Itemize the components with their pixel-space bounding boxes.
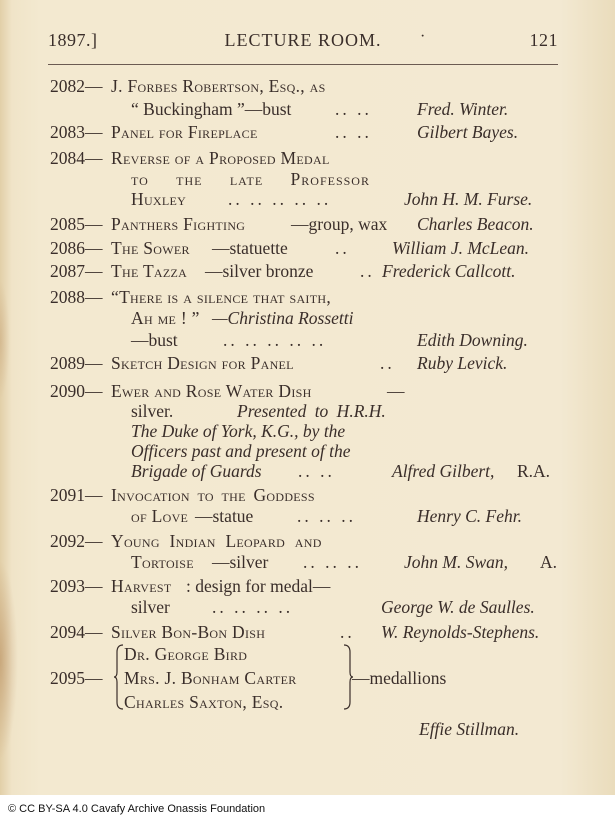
entry-2094 [0,621,615,643]
entry-title-cont: of Love [131,506,189,526]
entry-2085 [0,213,615,235]
entry-title: Young Indian Leopard and [111,531,322,551]
entry-medium: — [387,381,405,401]
entry-name: Dr. George Bird [124,644,248,664]
entry-2084-cont2 [0,188,615,210]
entry-artist: Edith Downing. [417,330,528,350]
entry-2095 [0,667,615,689]
entry-2084-cont [0,168,615,190]
entry-title: The Sower [111,238,190,258]
entry-note: Officers past and present of the [131,441,351,461]
entry-artist: Henry C. Fehr. [417,506,522,526]
entry-2093-cont [0,596,615,618]
leader-dots: .. .. [298,461,335,481]
entry-title: “There is a silence that saith, [111,287,331,307]
entry-number: 2094— [50,622,103,642]
entry-artist: Alfred Gilbert, [392,461,495,481]
entry-title: Ewer and Rose Water Dish [111,381,312,401]
entry-title: Panthers Fighting [111,214,246,234]
entry-2087 [0,260,615,282]
entry-number: 2082— [50,76,103,96]
entry-artist: Frederick Callcott. [382,261,516,281]
header-year: 1897.] [48,30,98,50]
entry-2092-cont [0,551,615,573]
left-brace [114,644,124,710]
entry-2088-cont2 [0,329,615,351]
entry-2082-cont [0,98,615,120]
leader-dots: .. .. .. .. .. [228,189,332,209]
entry-2088 [0,286,615,308]
entry-title-cont: Ah me ! ” [131,308,200,328]
entry-2095-artist [0,718,615,740]
entry-2090 [0,380,615,402]
entry-title: Panel for Fireplace [111,122,258,142]
leader-dots: .. .. [335,122,372,142]
entry-2086 [0,237,615,259]
entry-2095-name-1 [0,643,615,665]
entry-medium-cont: silver. [131,401,174,421]
entry-note: Presented to H.R.H. [237,401,386,421]
entry-artist-suffix: R.A. [517,461,551,481]
entry-number: 2090— [50,381,103,401]
leader-dots: .. [340,622,355,642]
entry-number: 2087— [50,261,103,281]
leader-dots: .. .. [335,99,372,119]
entry-2091-cont [0,505,615,527]
entry-2082 [0,75,615,97]
entry-medium: —statuette [212,238,288,258]
entry-medium: —medallions [352,668,447,688]
entry-note: Brigade of Guards [131,461,262,481]
entry-2091 [0,484,615,506]
entry-artist: John H. M. Furse. [404,189,533,209]
entry-medium-cont: silver [131,597,170,617]
entry-title-cont: Tortoise [131,552,194,572]
entry-title: The Tazza [111,261,188,281]
entry-2092 [0,530,615,552]
entry-2088-cont [0,307,615,329]
entry-title-cont: “ Buckingham ”—bust [131,99,292,119]
entry-2090-cont2 [0,420,615,442]
entry-note: The Duke of York, K.G., by the [131,421,346,441]
entry-artist: William J. McLean. [392,238,530,258]
entry-artist-suffix: A. [540,552,558,572]
entry-number: 2084— [50,148,103,168]
entry-artist: Charles Beacon. [417,214,534,234]
entry-2090-cont [0,400,615,422]
entry-number: 2092— [50,531,103,551]
entry-2090-cont3 [0,440,615,462]
entry-artist: Ruby Levick. [417,353,508,373]
entry-title: Harvest [111,576,172,596]
leader-dots: .. [335,238,350,258]
entry-number: 2088— [50,287,103,307]
entry-title: J. Forbes Robertson, Esq., as [111,76,326,96]
entry-number: 2083— [50,122,103,142]
credit-text: © CC BY-SA 4.0 Cavafy Archive Onassis Foundation [8,803,266,815]
entry-title: Invocation to the Goddess [111,485,315,505]
entry-name: Charles Saxton, Esq. [124,692,284,712]
leader-dots: .. .. .. [303,552,362,572]
entry-number: 2093— [50,576,103,596]
right-brace [343,644,353,710]
entry-quote-author: —Christina Rossetti [212,308,354,328]
entry-artist: Effie Stillman. [419,719,520,739]
leader-dots: .. .. .. .. .. [223,330,327,350]
entry-title: Reverse of a Proposed Medal [111,148,330,168]
leader-dots: .. [380,353,395,373]
credit-bar [0,795,615,821]
entry-2083 [0,121,615,143]
entry-2090-cont4 [0,460,615,482]
entry-number: 2095— [50,668,103,688]
entry-number: 2085— [50,214,103,234]
entry-artist: George W. de Saulles. [381,597,535,617]
entry-artist: Fred. Winter. [417,99,509,119]
entry-artist: W. Reynolds-Stephens. [381,622,540,642]
entry-2093 [0,575,615,597]
entry-number: 2086— [50,238,103,258]
entry-artist: Gilbert Bayes. [417,122,519,142]
leader-dots: .. .. .. [297,506,356,526]
header-title: LECTURE ROOM. [224,30,382,50]
entry-2095-name-3 [0,691,615,713]
leader-dots: .. .. .. .. [212,597,294,617]
entry-title: Sketch Design for Panel [111,353,294,373]
entry-medium: —bust [131,330,178,350]
entry-medium: : design for medal— [186,576,331,596]
entry-medium: —silver bronze [205,261,314,281]
entry-2089 [0,352,615,374]
page-number: 121 [529,30,558,50]
entry-2084 [0,147,615,169]
entry-medium: —statue [195,506,254,526]
entry-title: Silver Bon-Bon Dish [111,622,266,642]
entry-name: Mrs. J. Bonham Carter [124,668,297,688]
entry-title-cont: Huxley [131,189,187,209]
entry-number: 2089— [50,353,103,373]
entry-artist: John M. Swan, [404,552,509,572]
header-dot: · [420,28,426,45]
leader-dots: .. [360,261,375,281]
entry-medium: —silver [212,552,269,572]
entry-title-cont: to the late Professor [131,169,370,189]
entry-number: 2091— [50,485,103,505]
entry-medium: —group, wax [291,214,388,234]
